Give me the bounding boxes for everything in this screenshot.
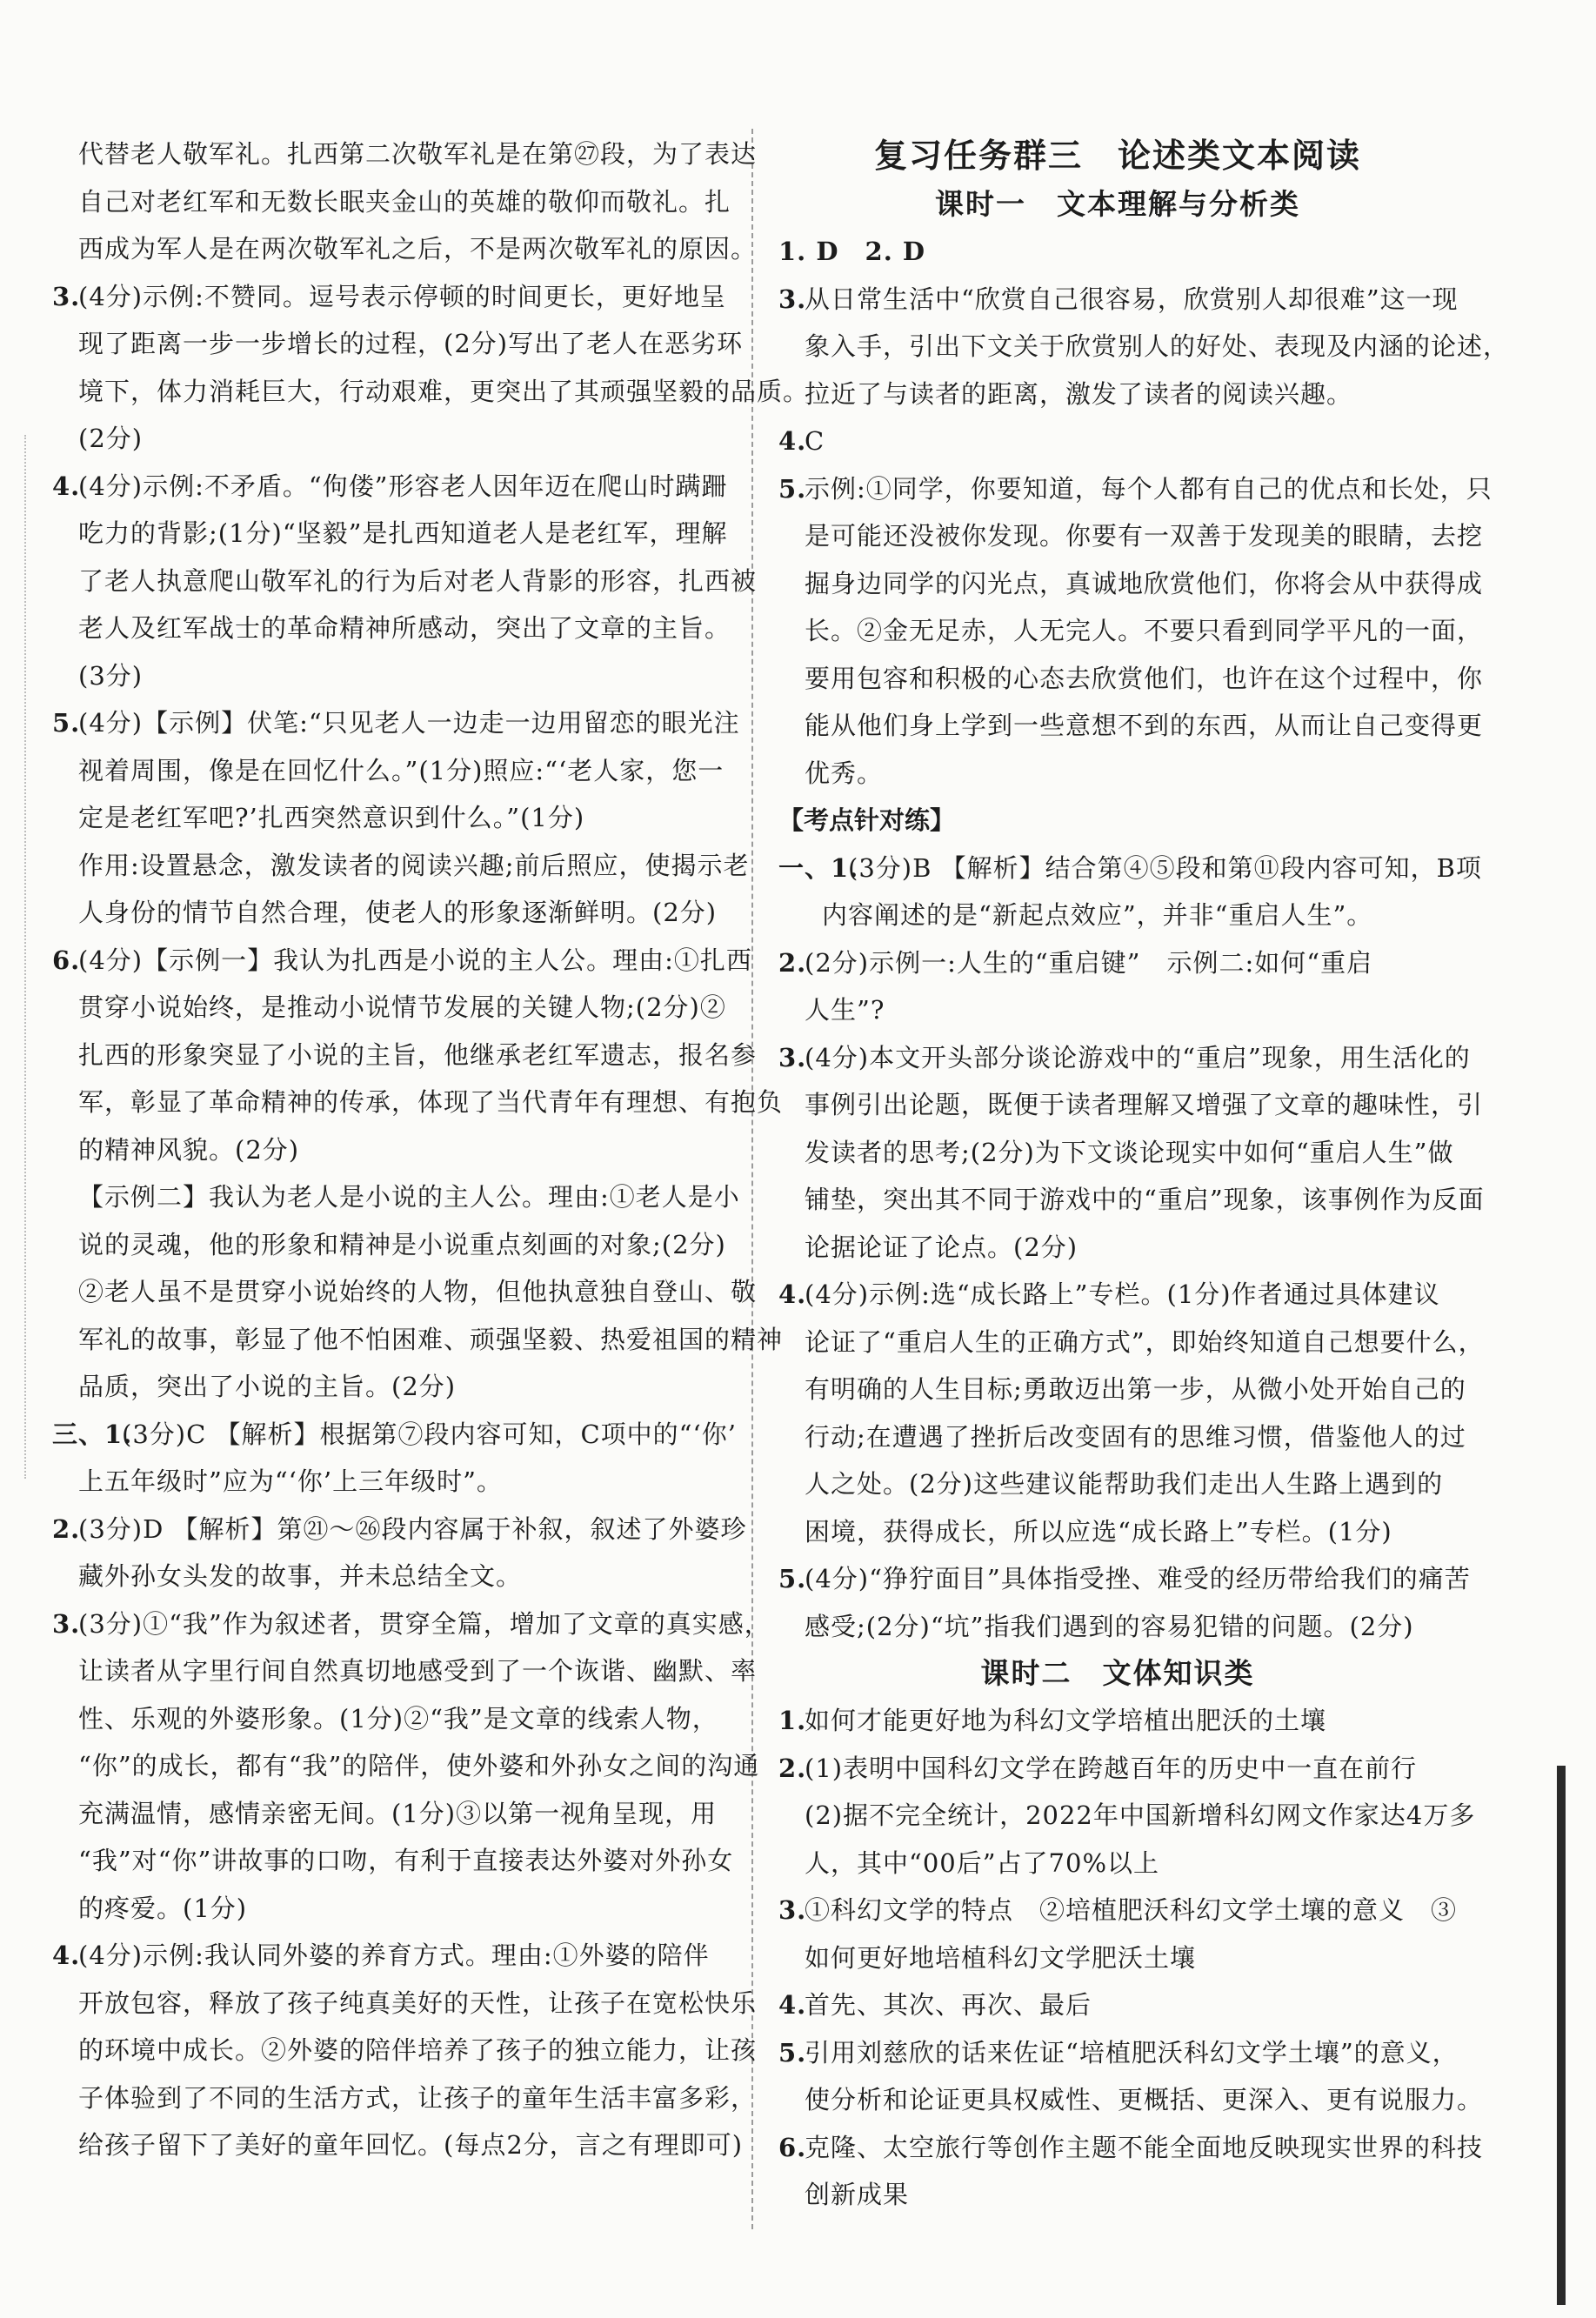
text-line: 军，彰显了革命精神的传承，体现了当代青年有理想、有抱负 bbox=[78, 1087, 784, 1117]
section-3-answer-4 bbox=[52, 1932, 758, 2169]
text-line: 论证了“重启人生的正确方式”，即始终知道自己想要什么， bbox=[805, 1326, 1485, 1357]
text-line: 内容阐述的是“新起点效应”，并非“重启人生”。 bbox=[822, 900, 1373, 930]
section-3-answer-1 bbox=[52, 1411, 737, 1506]
text-line: 的疼爱。(1分) bbox=[78, 1893, 248, 1923]
text-line: (4分)“狰狞面目”具体指受挫、难受的经历带给我们的痛苦 bbox=[805, 1564, 1471, 1593]
text-line: 充满温情，感情亲密无间。(1分)③以第一视角呈现，用 bbox=[78, 1798, 718, 1828]
answer-number: 6. bbox=[52, 945, 81, 975]
answer-number: 5. bbox=[52, 708, 81, 738]
text-line: (3分)①“我”作为叙述者，贯穿全篇，增加了文章的真实感， bbox=[78, 1608, 771, 1639]
answer-number: 3. bbox=[778, 1042, 807, 1072]
answer-5 bbox=[52, 699, 750, 937]
answer-6 bbox=[52, 937, 784, 1411]
text-line: (2分) bbox=[78, 424, 144, 453]
text-line: (2)据不完全统计，2022年中国新增科幻网文作家达4万多 bbox=[805, 1800, 1476, 1830]
answer-number: 4. bbox=[778, 1990, 807, 2020]
text-line: 人，其中“00后”占了70%以上 bbox=[805, 1847, 1160, 1878]
answer-r5 bbox=[778, 465, 1492, 798]
text-line: 给孩子留下了美好的童年回忆。(每点2分，言之有理即可) bbox=[78, 2130, 744, 2160]
practice-answer-2 bbox=[778, 939, 1457, 1034]
text-line: ②老人虽不是贯穿小说始终的人物，但他执意独自登山、敬 bbox=[78, 1277, 758, 1306]
answer-number: 2. bbox=[52, 1513, 81, 1544]
section-3-answer-3 bbox=[52, 1600, 771, 1933]
text-line: 长。②金无足赤，人无完人。不要只看到同学平凡的一面， bbox=[805, 616, 1484, 645]
text-line: 视着周围，像是在回忆什么。”(1分)照应:“‘老人家，您一 bbox=[78, 755, 725, 785]
lesson-2-answer-4 bbox=[778, 1981, 1457, 2029]
text-line: 感受;(2分)“坑”指我们遇到的容易犯错的问题。(2分) bbox=[805, 1611, 1414, 1641]
left-column bbox=[52, 130, 810, 2169]
answer-number: 3. bbox=[778, 1895, 807, 1925]
text-line: 如何更好地培植科幻文学肥沃土壤 bbox=[805, 1942, 1197, 1973]
answer-number: 三、1. bbox=[52, 1419, 133, 1449]
text-line: “我”对“你”讲故事的口吻，有利于直接表达外婆对外孙女 bbox=[78, 1846, 734, 1875]
answer-3 bbox=[52, 273, 810, 463]
answer-number: 3. bbox=[52, 1608, 81, 1639]
answer-number: 一、1. bbox=[778, 852, 859, 883]
lesson-2-heading: 课时二 文体知识类 bbox=[980, 1656, 1255, 1690]
practice-answer-3 bbox=[778, 1034, 1485, 1272]
text-line: 代替老人敬军礼。扎西第二次敬军礼是在第㉗段，为了表达 bbox=[78, 139, 758, 169]
text-line: (4分)示例:不赞同。逗号表示停顿的时间更长，更好地呈 bbox=[78, 281, 726, 311]
text-line: (4分)示例:不矛盾。“佝偻”形容老人因年迈在爬山时蹒跚 bbox=[78, 471, 728, 501]
text-line: 能从他们身上学到一些意想不到的东西，从而让自己变得更 bbox=[805, 711, 1484, 740]
text-line: (2分)示例一:人生的“重启键” 示例二:如何“重启 bbox=[805, 947, 1373, 978]
page-edge-bar bbox=[1557, 1766, 1566, 2305]
answer-r3 bbox=[778, 276, 1510, 418]
lesson-1-heading: 课时一 文本理解与分析类 bbox=[935, 187, 1300, 221]
answer-number: 2. bbox=[778, 1753, 807, 1783]
text-line: C bbox=[805, 426, 825, 456]
text-line: 贯穿小说始终，是推动小说情节发展的关键人物;(2分)② bbox=[78, 992, 726, 1022]
text-line: 人生”? bbox=[805, 995, 885, 1025]
practice-answer-4 bbox=[778, 1271, 1485, 1555]
text-line: ①科幻文学的特点 ②培植肥沃科幻文学土壤的意义 ③ bbox=[805, 1895, 1458, 1925]
text-line: 自己对老红军和无数长眠夹金山的英雄的敬仰而敬礼。扎 bbox=[78, 186, 731, 217]
margin-guide-line bbox=[24, 435, 26, 1479]
text-line: 要用包容和积极的心态去欣赏他们，也许在这个过程中，你 bbox=[805, 663, 1484, 693]
answer-number: 4. bbox=[52, 471, 81, 501]
text-line: 子体验到了不同的生活方式，让孩子的童年生活丰富多彩， bbox=[78, 2082, 758, 2113]
text-line: 扎西的形象突显了小说的主旨，他继承老红军遗志，报名参 bbox=[78, 1039, 758, 1070]
text-line: 优秀。 bbox=[805, 758, 884, 788]
text-line: 掘身边同学的闪光点，真诚地欣赏他们，你将会从中获得成 bbox=[805, 568, 1484, 598]
answer-number: 6. bbox=[778, 2132, 807, 2162]
text-line: 发读者的思考;(2分)为下文谈论现实中如何“重启人生”做 bbox=[805, 1137, 1454, 1167]
text-line: 作用:设置悬念，激发读者的阅读兴趣;前后照应，使揭示老 bbox=[78, 850, 750, 880]
text-line: “你”的成长，都有“我”的陪伴，使外婆和外孙女之间的沟通 bbox=[78, 1751, 760, 1780]
lesson-2-answer-1 bbox=[778, 1697, 1457, 1745]
text-line: 示例:①同学，你要知道，每个人都有自己的优点和长处，只 bbox=[805, 473, 1492, 504]
text-line: 论据论证了论点。(2分) bbox=[805, 1232, 1078, 1262]
text-line: (4分)【示例】伏笔:“只见老人一边走一边用留恋的眼光注 bbox=[78, 708, 740, 738]
text-line: 开放包容，释放了孩子纯真美好的天性，让孩子在宽松快乐 bbox=[78, 1987, 758, 2018]
text-line: (3分)C 【解析】根据第⑦段内容可知，C项中的“‘你’ bbox=[122, 1419, 737, 1449]
text-line: 使分析和论证更具权威性、更概括、更深入、更有说服力。 bbox=[805, 2085, 1484, 2114]
text-line: 象入手，引出下文关于欣赏别人的好处、表现及内涵的论述， bbox=[805, 331, 1510, 361]
text-line: 西成为军人是在两次敬军礼之后，不是两次敬军礼的原因。 bbox=[78, 234, 758, 264]
text-line: 人身份的情节自然合理，使老人的形象逐渐鲜明。(2分) bbox=[78, 898, 718, 927]
text-line: 如何才能更好地为科幻文学培植出肥沃的土壤 bbox=[805, 1706, 1327, 1735]
text-line: 行动;在遭遇了挫折后改变固有的思维习惯，借鉴他人的过 bbox=[805, 1421, 1466, 1452]
answer-number: 3. bbox=[778, 284, 807, 314]
text-line: (4分)本文开头部分谈论游戏中的“重启”现象，用生活化的 bbox=[805, 1042, 1471, 1072]
answer-number: 5. bbox=[778, 473, 807, 504]
text-line: 说的灵魂，他的形象和精神是小说重点刻画的对象;(2分) bbox=[78, 1229, 726, 1259]
answer-number: 4. bbox=[778, 426, 807, 456]
text-line: 有明确的人生目标;勇敢迈出第一步，从微小处开始自己的 bbox=[805, 1374, 1466, 1404]
text-line: 军礼的故事，彰显了他不怕困难、顽强坚毅、热爱祖国的精神 bbox=[78, 1324, 784, 1354]
lesson-2-answer-3 bbox=[778, 1887, 1457, 1981]
right-column bbox=[778, 130, 1510, 2219]
text-line: 品质，突出了小说的主旨。(2分) bbox=[78, 1372, 457, 1401]
text-line: (4分)【示例一】我认为扎西是小说的主人公。理由:①扎西 bbox=[78, 945, 752, 975]
answer-number: 5. bbox=[778, 2037, 807, 2067]
practice-label: 【考点针对练】 bbox=[778, 805, 956, 835]
answer-number: 5. bbox=[778, 1564, 807, 1593]
text-line: 了老人执意爬山敬军礼的行为后对老人背影的形容，扎西被 bbox=[78, 565, 758, 596]
lesson-2-answer-5 bbox=[778, 2029, 1484, 2124]
answer-number: 3. bbox=[52, 281, 81, 311]
text-line: 老人及红军战士的革命精神所感动，突出了文章的主旨。 bbox=[78, 613, 731, 643]
answers-1-2 bbox=[778, 228, 1457, 276]
lesson-2-answer-2 bbox=[778, 1745, 1476, 1887]
text-line: 吃力的背影;(1分)“坚毅”是扎西知道老人是老红军，理解 bbox=[78, 518, 728, 548]
text-line: 的精神风貌。(2分) bbox=[78, 1134, 300, 1165]
practice-answer-1 bbox=[778, 845, 1482, 939]
text-line: 让读者从字里行间自然真切地感受到了一个诙谐、幽默、率 bbox=[78, 1656, 758, 1686]
text-line: 上五年级时”应为“‘你’上三年级时”。 bbox=[78, 1466, 503, 1496]
answer-r4 bbox=[778, 418, 1457, 465]
text-line: 创新成果 bbox=[805, 2180, 910, 2209]
text-line: 境下，体力消耗巨大，行动艰难，更突出了其顽强坚毅的品质。 bbox=[78, 376, 810, 406]
text-line: 引用刘慈欣的话来佐证“培植肥沃科幻文学土壤”的意义， bbox=[805, 2037, 1459, 2067]
column-divider bbox=[751, 129, 753, 2229]
practice-answer-5 bbox=[778, 1555, 1471, 1650]
text-line: 性、乐观的外婆形象。(1分)②“我”是文章的线索人物， bbox=[78, 1703, 718, 1733]
answer-continuation bbox=[52, 130, 758, 273]
text-line: (3分) bbox=[78, 660, 144, 691]
text-line: 是可能还没被你发现。你要有一双善于发现美的眼睛，去挖 bbox=[805, 521, 1484, 551]
text-line: (3分)D 【解析】第㉑～㉖段内容属于补叙，叙述了外婆珍 bbox=[78, 1513, 747, 1544]
text-line: 人之处。(2分)这些建议能帮助我们走出人生路上遇到的 bbox=[805, 1469, 1444, 1499]
text-line: (3分)B 【解析】结合第④⑤段和第⑪段内容可知，B项 bbox=[848, 852, 1482, 883]
task-group-title: 复习任务群三 论述类文本阅读 bbox=[873, 136, 1361, 175]
text-line: 困境，获得成长，所以应选“成长路上”专栏。(1分) bbox=[805, 1516, 1392, 1546]
text-line: 事例引出论题，既便于读者理解又增强了文章的趣味性，引 bbox=[805, 1090, 1484, 1119]
text-line: 定是老红军吧?’扎西突然意识到什么。”(1分) bbox=[78, 803, 585, 832]
text-line: (4分)示例:我认同外婆的养育方式。理由:①外婆的陪伴 bbox=[78, 1941, 710, 1970]
text-line: (1)表明中国科幻文学在跨越百年的历史中一直在前行 bbox=[805, 1753, 1418, 1783]
text-line: 首先、其次、再次、最后 bbox=[805, 1990, 1092, 2020]
text-line: 拉近了与读者的距离，激发了读者的阅读兴趣。 bbox=[805, 378, 1353, 409]
answer-number: 4. bbox=[52, 1941, 81, 1970]
text-line: 克隆、太空旅行等创作主题不能全面地反映现实世界的科技 bbox=[805, 2132, 1484, 2162]
answer-number: 2. bbox=[778, 947, 807, 978]
text-line: 铺垫，突出其不同于游戏中的“重启”现象，该事例作为反面 bbox=[805, 1185, 1485, 1214]
text-line: 【示例二】我认为老人是小说的主人公。理由:①老人是小 bbox=[78, 1182, 740, 1212]
section-3-answer-2 bbox=[52, 1506, 747, 1600]
text-line: (4分)示例:选“成长路上”专栏。(1分)作者通过具体建议 bbox=[805, 1279, 1440, 1309]
answer-number: 1. bbox=[778, 1706, 807, 1735]
text-line: 1. D 2. D bbox=[778, 237, 926, 266]
text-line: 从日常生活中“欣赏自己很容易，欣赏别人却很难”这一现 bbox=[805, 284, 1459, 314]
text-line: 的环境中成长。②外婆的陪伴培养了孩子的独立能力，让孩 bbox=[78, 2035, 758, 2065]
lesson-2-answer-6 bbox=[778, 2124, 1484, 2219]
text-line: 现了距离一步一步增长的过程，(2分)写出了老人在恶劣环 bbox=[78, 329, 744, 358]
text-line: 藏外孙女头发的故事，并未总结全文。 bbox=[78, 1561, 523, 1591]
answer-4 bbox=[52, 463, 758, 700]
answer-number: 4. bbox=[778, 1279, 807, 1309]
